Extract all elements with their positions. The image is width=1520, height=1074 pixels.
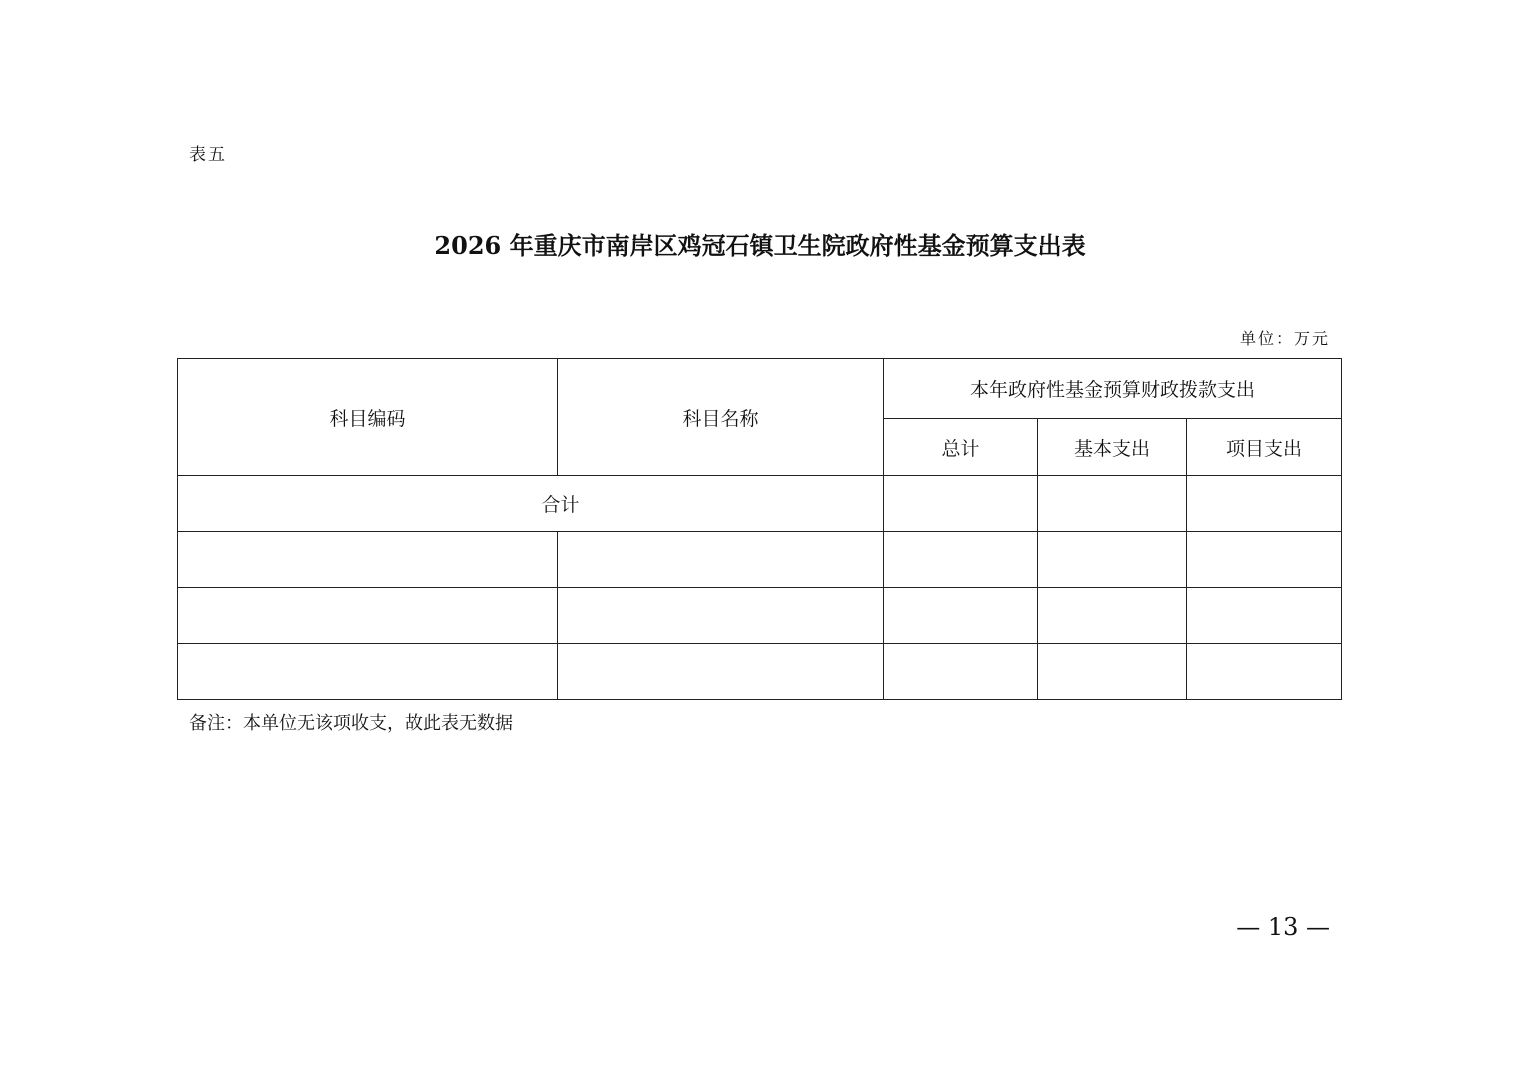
table-label: 表五 <box>189 145 227 165</box>
total-row-basic <box>1038 476 1187 532</box>
total-row-project <box>1187 476 1342 532</box>
document-title: 2026 年重庆市南岸区鸡冠石镇卫生院政府性基金预算支出表 <box>434 231 1086 260</box>
row-total <box>884 644 1038 700</box>
table-note: 备注：本单位无该项收支，故此表无数据 <box>189 713 513 734</box>
row-name <box>558 532 884 588</box>
row-basic <box>1038 644 1187 700</box>
table-row <box>178 532 1342 588</box>
total-row-total <box>884 476 1038 532</box>
table-row <box>178 588 1342 644</box>
unit-label: 单位：万元 <box>1239 329 1330 348</box>
header-basic-expenditure: 基本支出 <box>1038 419 1187 476</box>
header-row-1 <box>178 359 1342 419</box>
row-code <box>178 588 558 644</box>
budget-table <box>177 358 1342 700</box>
row-basic <box>1038 532 1187 588</box>
header-total: 总计 <box>884 419 1038 476</box>
row-code <box>178 532 558 588</box>
table-row <box>178 644 1342 700</box>
page-number: — 13 — <box>1236 913 1330 941</box>
header-subject-name: 科目名称 <box>558 359 884 476</box>
header-project-expenditure: 项目支出 <box>1187 419 1342 476</box>
header-group-expenditure: 本年政府性基金预算财政拨款支出 <box>884 359 1342 419</box>
total-row <box>178 476 1342 532</box>
row-name <box>558 644 884 700</box>
row-project <box>1187 644 1342 700</box>
row-basic <box>1038 588 1187 644</box>
row-project <box>1187 588 1342 644</box>
row-total <box>884 588 1038 644</box>
row-code <box>178 644 558 700</box>
row-project <box>1187 532 1342 588</box>
total-row-label: 合计 <box>178 476 884 532</box>
header-subject-code: 科目编码 <box>178 359 558 476</box>
row-total <box>884 532 1038 588</box>
row-name <box>558 588 884 644</box>
